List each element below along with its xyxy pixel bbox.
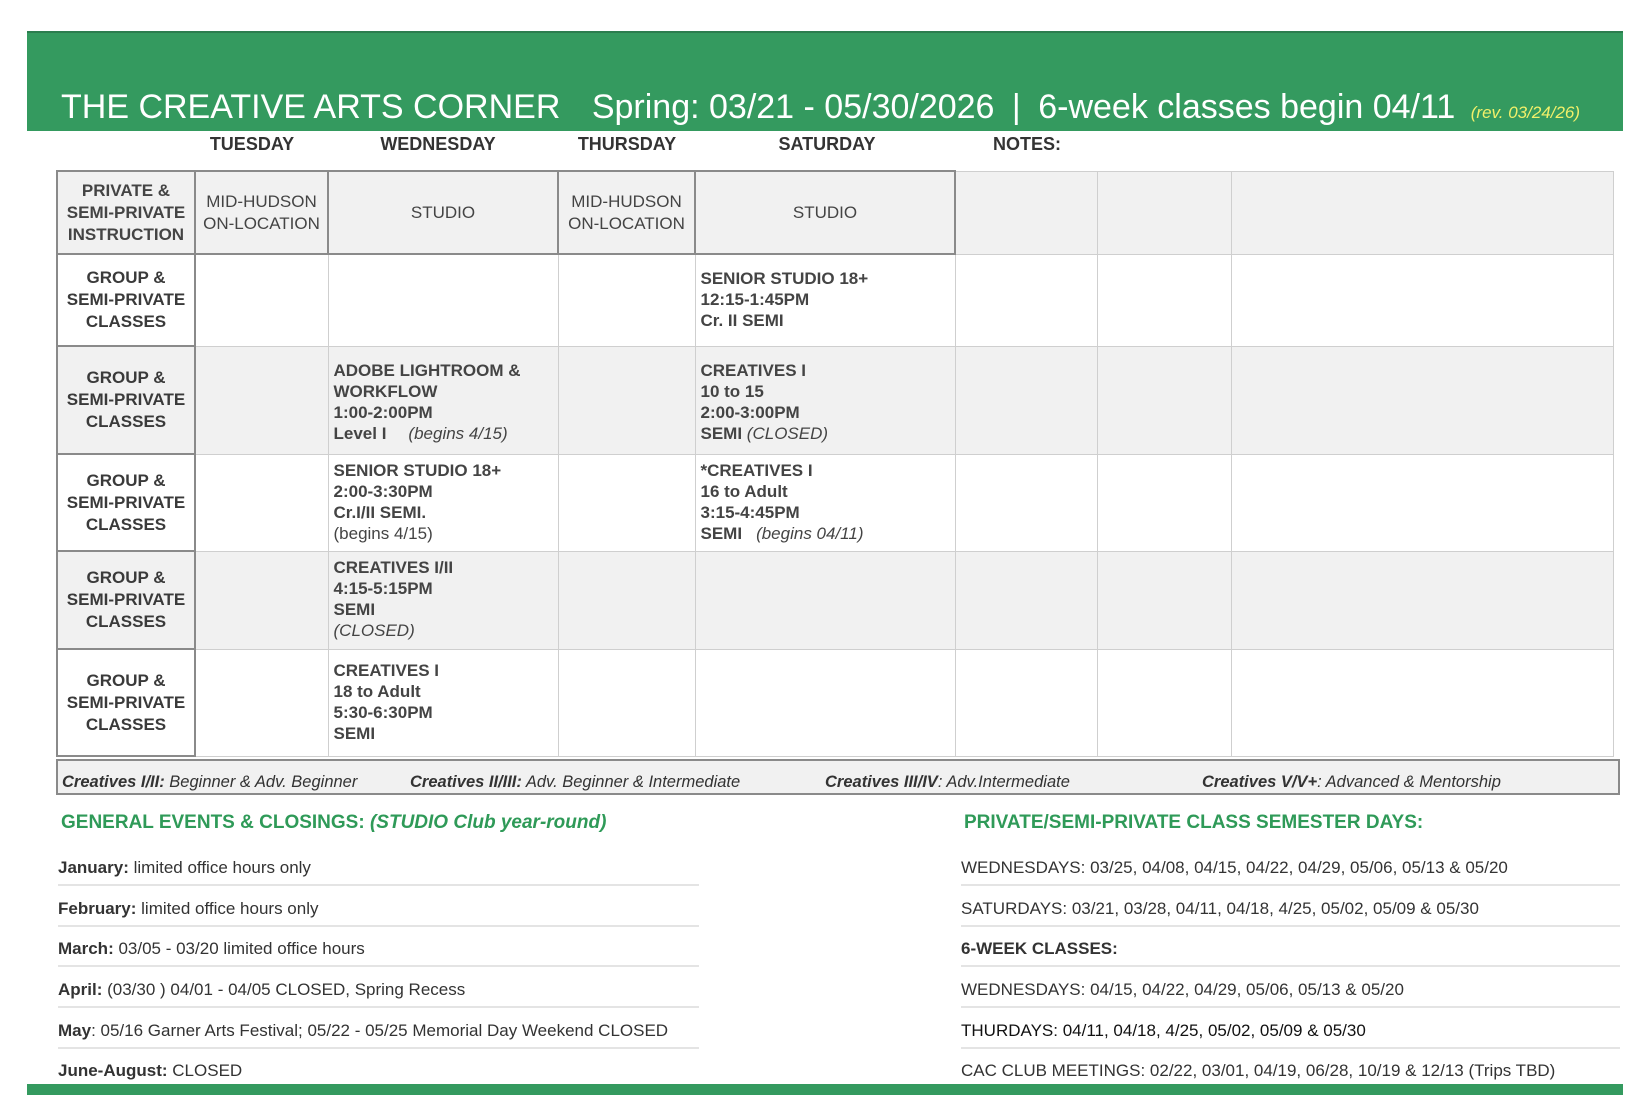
cell-notes	[1231, 254, 1613, 346]
semester-dates: Spring: 03/21 - 05/30/2026	[591, 88, 995, 126]
day-header-wednesday: WEDNESDAY	[380, 134, 496, 154]
cell-thursday	[558, 254, 695, 346]
row-label: GROUP & SEMI-PRIVATE CLASSES	[57, 649, 195, 756]
cell-saturday	[695, 454, 955, 551]
cell-notes	[1097, 346, 1231, 454]
cell-tuesday	[195, 254, 328, 346]
cell-tuesday	[195, 346, 328, 454]
semester-line: CAC CLUB MEETINGS: 02/22, 03/01, 04/19, 06/28, 10/19 & 12/13 (Trips TBD)	[961, 1061, 1556, 1080]
cell-wednesday	[328, 551, 558, 649]
schedule-row-group	[57, 551, 1613, 649]
cell-notes	[955, 454, 1097, 551]
row-label: GROUP & SEMI-PRIVATE CLASSES	[57, 454, 195, 551]
event-line: January: limited office hours only	[58, 846, 699, 886]
event-line: February: limited office hours only	[58, 887, 699, 927]
event-line: April: (03/30 ) 04/01 - 04/05 CLOSED, Spring Recess	[58, 968, 699, 1008]
day-header-thursday: THURSDAY	[577, 134, 677, 154]
header-text	[61, 88, 1580, 127]
notes-header: NOTES:	[993, 134, 1062, 154]
page-title: THE CREATIVE ARTS CORNER	[61, 88, 561, 126]
cell-saturday	[695, 346, 955, 454]
cell-wednesday	[328, 254, 558, 346]
cell-notes	[1231, 171, 1613, 254]
class-entry: CREATIVES I/II 4:15-5:15PM SEMI (CLOSED)	[333, 557, 454, 640]
class-entry: *CREATIVES I 16 to Adult 3:15-4:45PM SEMI (begins 04/11)	[700, 460, 864, 543]
row-label: PRIVATE & SEMI-PRIVATE INSTRUCTION	[57, 171, 195, 254]
general-events-title: GENERAL EVENTS & CLOSINGS: (STUDIO Club year-round)	[61, 812, 607, 833]
class-entry: CREATIVES I 10 to 15 2:00-3:00PM SEMI (CLOSED)	[700, 360, 829, 443]
cell-notes	[955, 649, 1097, 756]
legend-item: Creatives II/III: Adv. Beginner & Intermediate	[410, 773, 741, 791]
six-week-classes-label: 6-WEEK CLASSES:	[961, 927, 1620, 967]
cell-saturday	[695, 649, 955, 756]
legend-item: Creatives I/II: Beginner & Adv. Beginner	[62, 773, 358, 791]
six-week-note: 6-week classes begin 04/11	[1038, 88, 1456, 126]
legend-item: Creatives III/IV: Adv.Intermediate	[825, 773, 1070, 791]
cell-notes	[955, 551, 1097, 649]
cell-notes	[1097, 454, 1231, 551]
semester-line: SATURDAYS: 03/21, 03/28, 04/11, 04/18, 4/25, 05/02, 05/09 & 05/30	[961, 887, 1620, 927]
cell-tuesday	[195, 454, 328, 551]
cell-wednesday	[328, 649, 558, 756]
cell-thursday	[558, 346, 695, 454]
cell-tuesday: MID-HUDSON ON-LOCATION	[195, 171, 328, 254]
row-label: GROUP & SEMI-PRIVATE CLASSES	[57, 551, 195, 649]
level-legend	[56, 759, 1620, 795]
cell-notes	[955, 254, 1097, 346]
day-header-saturday: SATURDAY	[778, 134, 876, 154]
schedule-row-group	[57, 346, 1613, 454]
event-line: March: 03/05 - 03/20 limited office hours	[58, 927, 699, 967]
cell-notes	[1097, 171, 1231, 254]
day-header-tuesday: TUESDAY	[209, 134, 295, 154]
semester-days-title: PRIVATE/SEMI-PRIVATE CLASS SEMESTER DAYS:	[964, 812, 1424, 833]
header-banner	[27, 31, 1623, 131]
cell-notes	[1231, 551, 1613, 649]
schedule-row-private	[57, 171, 1613, 254]
cell-wednesday	[328, 454, 558, 551]
cell-notes	[1231, 454, 1613, 551]
cell-thursday: MID-HUDSON ON-LOCATION	[558, 171, 695, 254]
cell-thursday	[558, 649, 695, 756]
cell-thursday	[558, 454, 695, 551]
cell-notes	[1231, 649, 1613, 756]
cell-saturday	[695, 254, 955, 346]
schedule-row-group	[57, 649, 1613, 756]
cell-thursday	[558, 551, 695, 649]
schedule-table	[56, 170, 1614, 757]
cell-notes	[1231, 346, 1613, 454]
cell-notes	[955, 171, 1097, 254]
cell-wednesday	[328, 346, 558, 454]
cell-saturday: STUDIO	[695, 171, 955, 254]
semester-line: WEDNESDAYS: 04/15, 04/22, 04/29, 05/06, 05/13 & 05/20	[961, 968, 1620, 1008]
cell-notes	[1097, 649, 1231, 756]
event-line: June-August: CLOSED	[58, 1061, 243, 1080]
cell-notes	[955, 346, 1097, 454]
cell-saturday	[695, 551, 955, 649]
class-entry: CREATIVES I 18 to Adult 5:30-6:30PM SEMI	[333, 660, 439, 743]
class-entry: ADOBE LIGHTROOM & WORKFLOW 1:00-2:00PM Level I (begins 4/15)	[333, 360, 521, 443]
row-label: GROUP & SEMI-PRIVATE CLASSES	[57, 346, 195, 454]
event-line: May: 05/16 Garner Arts Festival; 05/22 - 05/25 Memorial Day Weekend CLOSED	[58, 1009, 699, 1049]
cell-tuesday	[195, 551, 328, 649]
semester-line: WEDNESDAYS: 03/25, 04/08, 04/15, 04/22, 04/29, 05/06, 05/13 & 05/20	[961, 846, 1620, 886]
schedule-row-group	[57, 454, 1613, 551]
legend-item: Creatives V/V+: Advanced & Mentorship	[1202, 773, 1501, 791]
cell-notes	[1097, 254, 1231, 346]
semester-line: THURDAYS: 04/11, 04/18, 4/25, 05/02, 05/09 & 05/30	[961, 1009, 1620, 1049]
cell-notes	[1097, 551, 1231, 649]
header-separator: |	[1011, 88, 1021, 126]
cell-wednesday: STUDIO	[328, 171, 558, 254]
schedule-row-group	[57, 254, 1613, 346]
row-label: GROUP & SEMI-PRIVATE CLASSES	[57, 254, 195, 346]
class-entry: SENIOR STUDIO 18+ 2:00-3:30PM Cr.I/II SEMI. (begins 4/15)	[333, 460, 502, 543]
revision-date: (rev. 03/24/26)	[1470, 103, 1581, 122]
footer-bar	[27, 1084, 1623, 1095]
cell-tuesday	[195, 649, 328, 756]
class-entry: SENIOR STUDIO 18+ 12:15-1:45PM Cr. II SEMI	[700, 269, 869, 330]
